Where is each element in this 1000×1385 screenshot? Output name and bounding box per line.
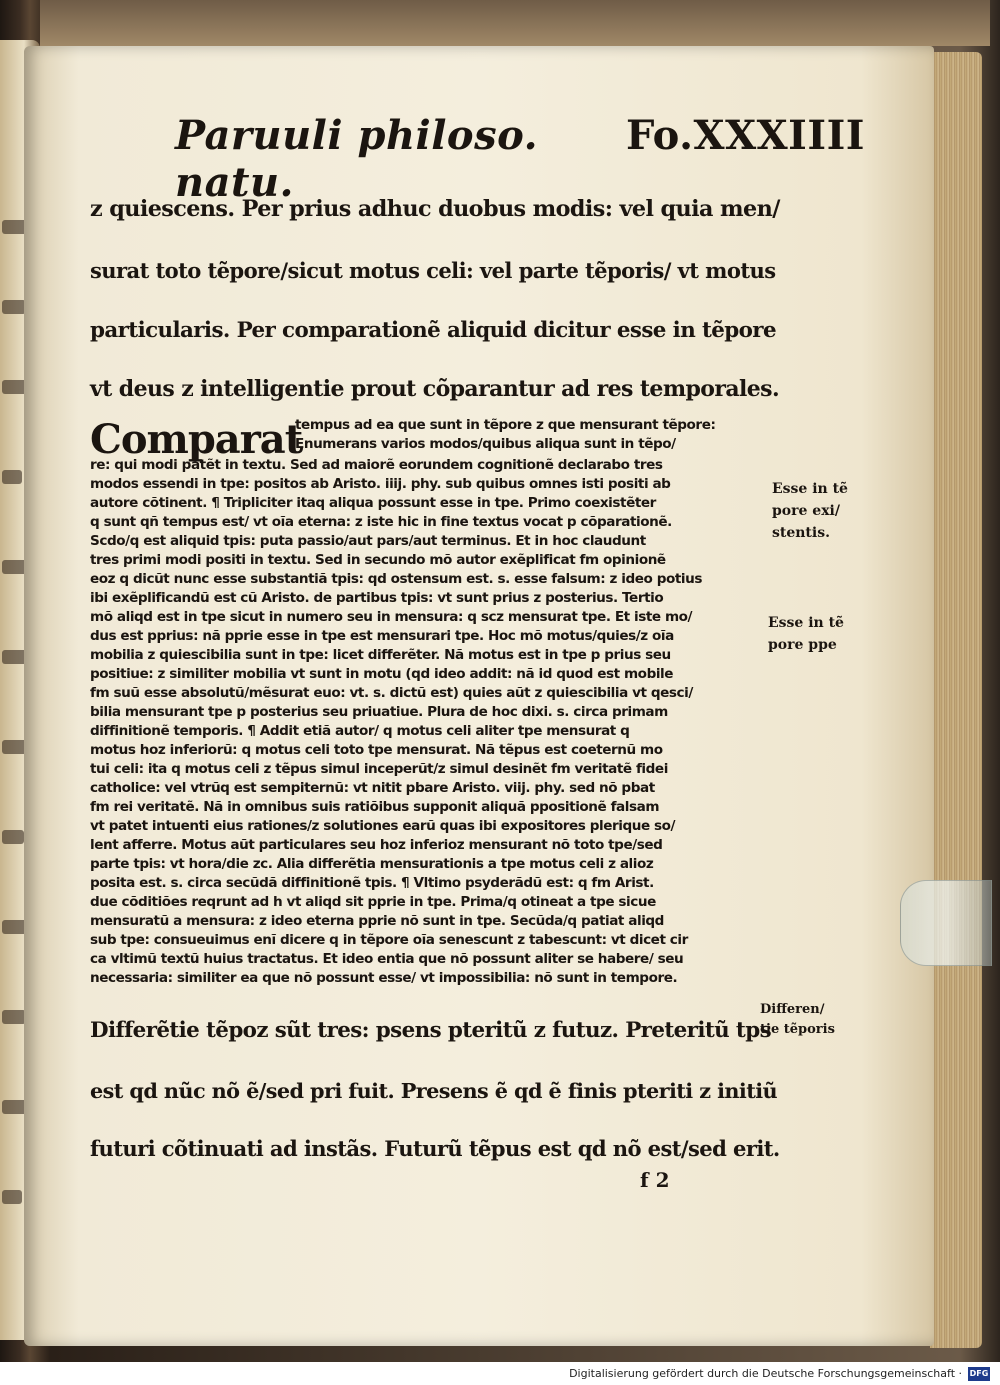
commentary-line: due cõditiões reqrunt ad h vt aliqd sit pprie in tpe. Prima/q otineat a tpe sicue — [90, 894, 656, 910]
text-line: vt deus z intelligentie prout cõparantur ad res temporales. — [90, 376, 779, 402]
margin-note-line: tie tẽporis — [760, 1022, 835, 1037]
commentary-drop-word: Comparat — [90, 416, 303, 463]
margin-note-1 — [772, 478, 848, 544]
commentary-line: fm rei veritatẽ. Nã in omnibus suis ratiõibus supponit aliquã ppositionẽ falsam — [90, 799, 660, 815]
commentary-line: bilia mensurant tpe p posterius seu priuatiue. Plura de hoc dixi. s. circa primam — [90, 704, 668, 720]
digitization-footer — [0, 1362, 1000, 1385]
commentary-line: posita est. s. circa secũdã diffinitionẽ tpis. ¶ Vltimo psyderãdũ est: q fm Arist. — [90, 875, 654, 891]
commentary-line: dus est pprius: nã pprie esse in tpe est mensurari tpe. Hoc mõ motus/quies/z oĩa — [90, 628, 674, 644]
commentary-line: lent afferre. Motus aũt particulares seu hoz inferioz mensurant nõ toto tpe/sed — [90, 837, 663, 853]
commentary-line: necessaria: similiter ea que nõ possunt esse/ vt impossibilia: nõ sunt in tempore. — [90, 970, 678, 986]
facing-page-text-fragment — [2, 830, 24, 844]
commentary-line: motus hoz inferiorũ: q motus celi toto tpe mensurat. Nã tẽpus est coeternũ mo — [90, 742, 663, 758]
commentary-line: q sunt qñ tempus est/ vt oĩa eterna: z iste hic in fine textus vocat p cõparationẽ. — [90, 514, 672, 530]
commentary-line: ibi exẽplificandũ est cũ Aristo. de partibus tpis: vt sunt prius z posterius. Tertio — [90, 590, 664, 606]
commentary-line: re: qui modi patẽt in textu. Sed ad maiorẽ eorundem cognitionẽ declarabo tres — [90, 457, 663, 473]
commentary-line: tempus ad ea que sunt in tẽpore z que mensurant tẽpore: — [295, 417, 716, 433]
commentary-line: mobilia z quiescibilia sunt in tpe: licet differẽter. Nã motus est in tpe p prius seu — [90, 647, 671, 663]
margin-note-line: Differen/ — [760, 1002, 825, 1017]
commentary-line: sub tpe: consueuimus enĩ dicere q in tẽpore oĩa senescunt z tabescunt: vt dicet cir — [90, 932, 688, 948]
commentary-line: mensuratũ a mensura: z ideo eterna pprie nõ sunt in tpe. Secũda/q patiat aliqd — [90, 913, 664, 929]
text-line: surat toto tẽpore/sicut motus celi: vel parte tẽporis/ vt motus — [90, 258, 776, 283]
facing-page-text-fragment — [2, 1010, 26, 1024]
text-line: est qd nũc nõ ẽ/sed pri fuit. Presens ẽ qd ẽ finis pteriti z initiũ — [90, 1078, 778, 1103]
commentary-line: vt patet intuenti eius rationes/z solutiones earũ quas ibi expositores plerique so/ — [90, 818, 676, 834]
page-header — [175, 112, 865, 206]
text-line: futuri cõtinuati ad instãs. Futurũ tẽpus est qd nõ est/sed erit. — [90, 1136, 780, 1161]
margin-note-line: Esse in tẽ — [768, 615, 844, 631]
commentary-line: Enumerans varios modos/quibus aliqua sunt in tẽpo/ — [295, 436, 676, 452]
margin-note-line: Esse in tẽ — [772, 481, 848, 497]
text-line: z quiescens. Per prius adhuc duobus modis: vel quia men/ — [90, 196, 780, 222]
commentary-line: Scdo/q est aliquid tpis: puta passio/aut pars/aut terminus. Et in hoc claudunt — [90, 533, 646, 549]
commentary-line: tres primi modi positi in textu. Sed in secundo mõ autor exẽplificat fm opinionẽ — [90, 552, 666, 568]
commentary-line: tui celi: ita q motus celi z tẽpus simul inceperũt/z simul desinẽt fm veritatẽ fidei — [90, 761, 668, 777]
commentary-line: parte tpis: vt hora/die zc. Alia differẽtia mensurationis a tpe motus celi z alioz — [90, 856, 654, 872]
commentary-line: mõ aliqd est in tpe sicut in numero seu in mensura: q scz mensurat tpe. Et iste mo/ — [90, 609, 693, 625]
commentary-line: modos essendi in tpe: positos ab Aristo. iiij. phy. sub quibus omnes isti positi ab — [90, 476, 671, 492]
glass-bookmark-clip — [900, 880, 992, 966]
commentary-line: positiue: z similiter mobilia vt sunt in motu (qd ideo addit: nã id quod est mobile — [90, 666, 674, 682]
text-line: particularis. Per comparationẽ aliquid dicitur esse in tẽpore — [90, 318, 776, 343]
dfg-logo-icon: DFG — [968, 1367, 990, 1381]
book-top-edge — [40, 0, 990, 46]
facing-page-text-fragment — [2, 470, 22, 484]
commentary-line: diffinitionẽ temporis. ¶ Addit etiã autor/ q motus celi aliter tpe mensurat q — [90, 723, 630, 739]
signature-mark: f 2 — [640, 1168, 670, 1192]
facing-page-text-fragment — [2, 1190, 22, 1204]
margin-note-2 — [768, 612, 844, 656]
commentary-line: fm suũ esse absolutũ/mẽsurat euo: vt. s. dictũ est) quies aũt z quiescibilia vt qesci/ — [90, 685, 693, 701]
margin-note-line: pore ppe — [768, 637, 837, 653]
text-line: Differẽtie tẽpoz sũt tres: psens pteritũ z futuz. Preteritũ tps — [90, 1018, 772, 1043]
facing-page-text-fragment — [2, 300, 26, 314]
margin-note-3 — [760, 1000, 835, 1040]
page-block-edges — [930, 52, 982, 1348]
commentary-line: eoz q dicũt nunc esse substantiã tpis: qd ostensum est. s. esse falsum: z ideo potius — [90, 571, 703, 587]
folio-number: Fo.XXXIIII — [625, 112, 865, 159]
footer-credit: Digitalisierung gefördert durch die Deutsche Forschungsgemeinschaft · — [569, 1367, 962, 1380]
margin-note-line: pore exi/ — [772, 503, 840, 519]
running-title: Paruuli philoso. natu. — [175, 112, 539, 206]
commentary-line: catholice: vel vtrũq est sempiternũ: vt nitit pbare Aristo. viij. phy. sed nõ pbat — [90, 780, 655, 796]
commentary-line: ca vltimũ textũ huius tractatus. Et ideo entia que nõ possunt aliter se habere/ seu — [90, 951, 684, 967]
margin-note-line: stentis. — [772, 525, 830, 541]
commentary-line: autore cõtinent. ¶ Tripliciter itaq aliqua possunt esse in tpe. Primo coexistẽter — [90, 495, 656, 511]
